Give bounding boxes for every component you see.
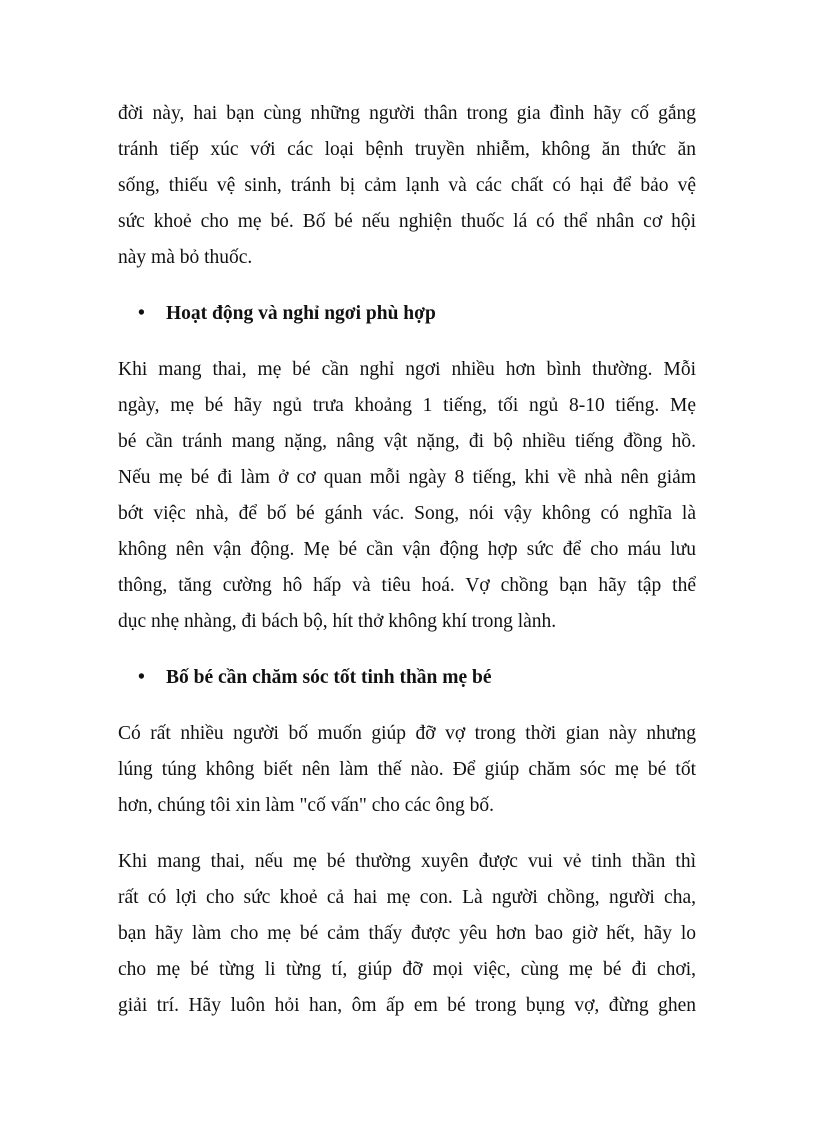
section-heading-activity-rest [118, 296, 696, 332]
text-line: Khi mang thai, mẹ bé cần nghỉ ngơi nhiều hơn bình thường. Mỗi [118, 359, 696, 380]
text-line: tránh tiếp xúc với các loại bệnh truyền nhiễm, không ăn thức ăn [118, 139, 696, 160]
text-line: thông, tăng cường hô hấp và tiêu hoá. Vợ chồng bạn hãy tập thể [118, 575, 696, 596]
text-line: đời này, hai bạn cùng những người thân trong gia đình hãy cố gắng [118, 103, 696, 124]
paragraph-2 [118, 352, 696, 640]
text-line: cho mẹ bé từng li từng tí, giúp đỡ mọi việc, cùng mẹ bé đi chơi, [118, 959, 696, 980]
text-line: hơn, chúng tôi xin làm "cố vấn" cho các ông bố. [118, 795, 495, 816]
text-line: lúng túng không biết nên làm thế nào. Để giúp chăm sóc mẹ bé tốt [118, 759, 696, 780]
section-heading-father-care [118, 660, 696, 696]
text-line: bớt việc nhà, để bố bé gánh vác. Song, nói vậy không có nghĩa là [118, 503, 696, 524]
text-line: này mà bỏ thuốc. [118, 247, 253, 268]
text-line: Khi mang thai, nếu mẹ bé thường xuyên được vui vẻ tinh thần thì [118, 851, 696, 872]
text-line: Nếu mẹ bé đi làm ở cơ quan mỗi ngày 8 tiếng, khi về nhà nên giảm [118, 467, 696, 488]
bullet-icon: • [138, 667, 145, 688]
paragraph-4 [118, 844, 696, 1024]
text-line: ngày, mẹ bé hãy ngủ trưa khoảng 1 tiếng, tối ngủ 8-10 tiếng. Mẹ [118, 395, 696, 416]
text-line: bạn hãy làm cho mẹ bé cảm thấy được yêu hơn bao giờ hết, hãy lo [118, 923, 696, 944]
text-line: rất có lợi cho sức khoẻ cả hai mẹ con. Là người chồng, người cha, [118, 887, 696, 908]
text-line: giải trí. Hãy luôn hỏi han, ôm ấp em bé trong bụng vợ, đừng ghen [118, 995, 696, 1016]
bullet-icon: • [138, 303, 145, 324]
document-page [118, 96, 696, 1024]
heading-text: Hoạt động và nghỉ ngơi phù hợp [166, 303, 436, 324]
text-line: dục nhẹ nhàng, đi bách bộ, hít thở không khí trong lành. [118, 611, 557, 632]
paragraph-3 [118, 716, 696, 824]
text-line: Có rất nhiều người bố muốn giúp đỡ vợ trong thời gian này nhưng [118, 723, 696, 744]
paragraph-1 [118, 96, 696, 276]
text-line: không nên vận động. Mẹ bé cần vận động hợp sức để cho máu lưu [118, 539, 696, 560]
heading-text: Bố bé cần chăm sóc tốt tinh thần mẹ bé [166, 667, 492, 688]
text-line: sức khoẻ cho mẹ bé. Bố bé nếu nghiện thuốc lá có thể nhân cơ hội [118, 211, 696, 232]
text-line: sống, thiếu vệ sinh, tránh bị cảm lạnh và các chất có hại để bảo vệ [118, 175, 696, 196]
text-line: bé cần tránh mang nặng, nâng vật nặng, đi bộ nhiều tiếng đồng hồ. [118, 431, 696, 452]
